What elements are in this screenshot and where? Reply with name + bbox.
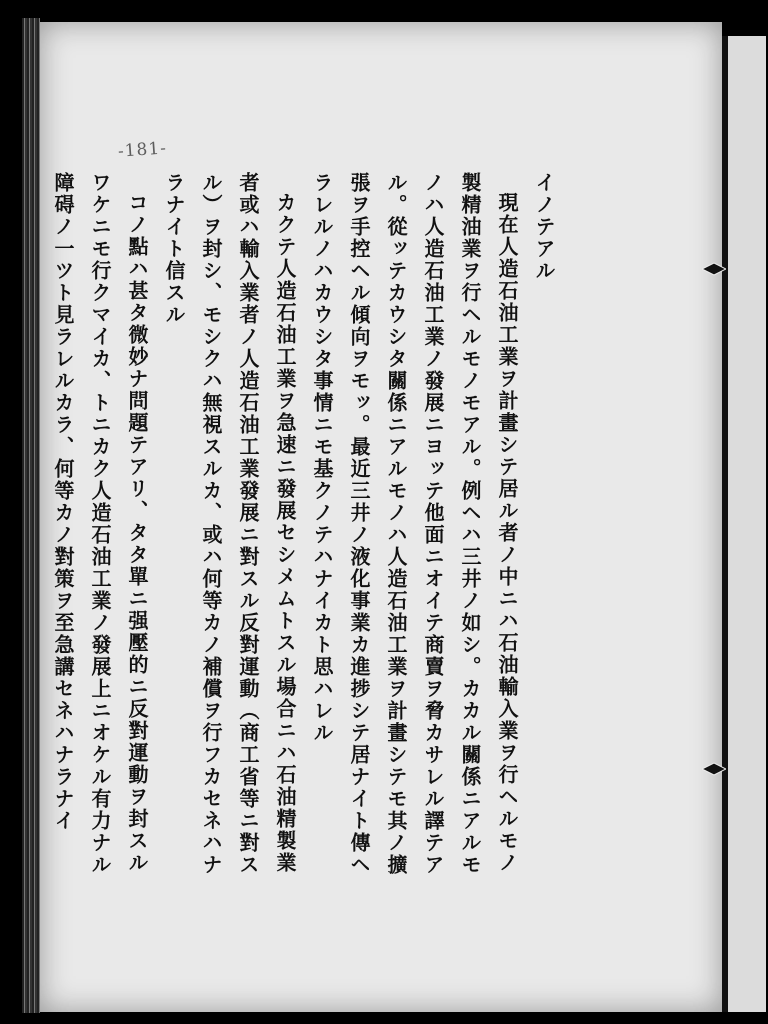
text-line: 製精油業ヲ行ヘルモノモアル。例ヘハ三井ノ如シ。カカル關係ニアルモ bbox=[458, 172, 482, 876]
page-number: -181- bbox=[117, 138, 168, 162]
text-line: コノ點ハ甚タ微妙ナ問題テアリ、タタ單ニ强壓的ニ反對運動ヲ封スル bbox=[125, 192, 149, 874]
binding-tab-icon bbox=[702, 262, 726, 276]
text-line: カクテ人造石油工業ヲ急速ニ發展セシメムトスル場合ニハ石油精製業 bbox=[273, 192, 297, 874]
next-page-edge bbox=[722, 36, 766, 1012]
text-line: ラナイト信スル bbox=[162, 172, 186, 326]
text-line: ラレルノハカウシタ事情ニモ基クノテハナイカト思ハレル bbox=[310, 172, 334, 744]
document-page bbox=[40, 22, 722, 1012]
text-line: 者或ハ輸入業者ノ人造石油工業發展ニ對スル反對運動（商工省等ニ對ス bbox=[236, 172, 260, 876]
text-line: ノハ人造石油工業ノ發展ニヨッテ他面ニオイテ商賣ヲ脅カサレル譯テア bbox=[421, 172, 445, 876]
text-line: ル）ヲ封シ、モシクハ無視スルカ、或ハ何等カノ補償ヲ行フカセネハナ bbox=[199, 172, 223, 876]
text-line: ル。從ッテカウシタ關係ニアルモノハ人造石油工業ヲ計畫シテモ其ノ擴 bbox=[384, 172, 408, 876]
book-spine-edge bbox=[22, 18, 40, 1013]
text-line: 張ヲ手控ヘル傾向ヲモッ。最近三井ノ液化事業カ進捗シテ居ナイト傳ヘ bbox=[347, 172, 371, 876]
text-line: イノテアル bbox=[532, 172, 556, 282]
text-line: 現在人造石油工業ヲ計畫シテ居ル者ノ中ニハ石油輸入業ヲ行ヘルモノ bbox=[495, 192, 519, 874]
text-line: 障碍ノ一ツト見ラレルカラ、何等カノ對策ヲ至急講セネハナラナイ bbox=[51, 172, 75, 832]
text-line: ワケニモ行クマイカ、トニカク人造石油工業ノ發展上ニオケル有力ナル bbox=[88, 172, 112, 876]
body-text bbox=[44, 172, 562, 952]
binding-tab-icon bbox=[702, 762, 726, 776]
